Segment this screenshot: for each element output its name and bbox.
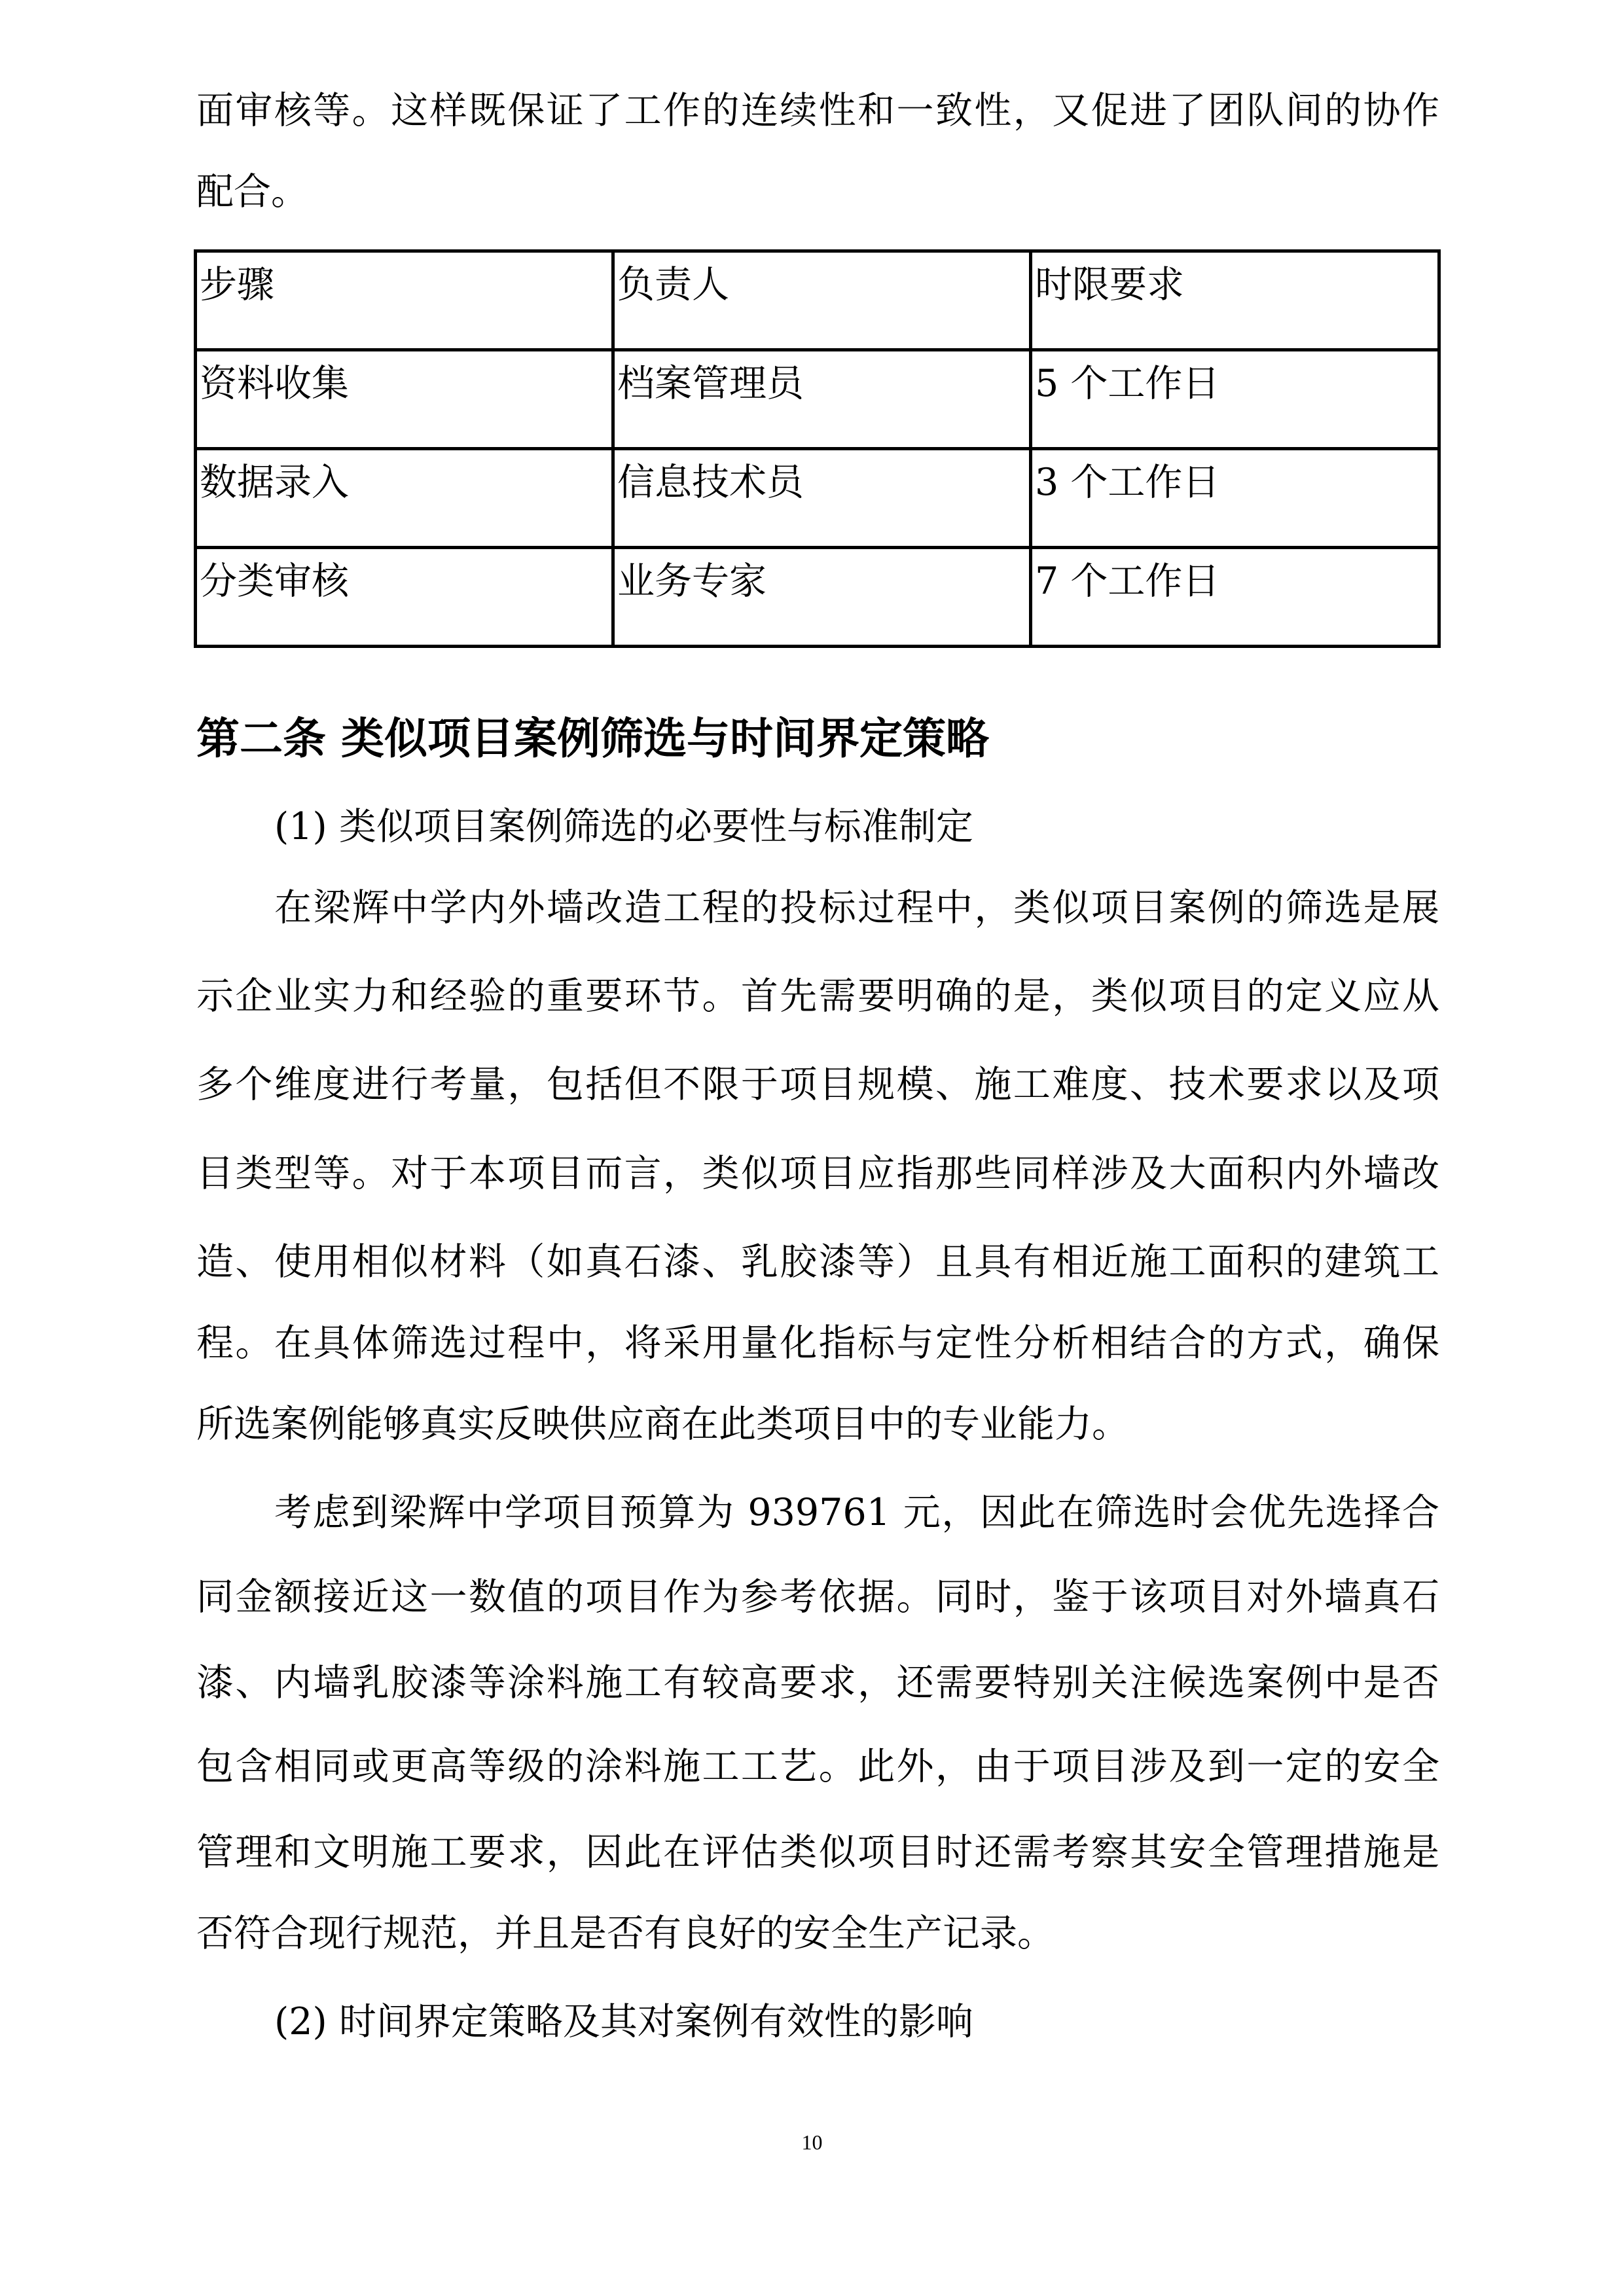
table-header-row: [196, 251, 1439, 350]
body-line: 管理和文明施工要求，因此在评估类似项目时还需考察其安全管理措施是: [196, 1831, 1439, 1874]
table-row: [196, 548, 1439, 647]
table-header-cell: 时限要求: [1031, 251, 1439, 350]
page-number: 10: [801, 2130, 823, 2154]
table-cell: 信息技术员: [613, 449, 1031, 548]
subheading: (2) 时间界定策略及其对案例有效性的影响: [274, 2000, 973, 2043]
table-row: [196, 350, 1439, 449]
table-header-cell: 负责人: [613, 251, 1031, 350]
table-cell: 分类审核: [196, 548, 613, 647]
body-line: 目类型等。对于本项目而言，类似项目应指那些同样涉及大面积内外墙改: [196, 1152, 1439, 1195]
body-line: 包含相同或更高等级的涂料施工工艺。此外，由于项目涉及到一定的安全: [196, 1745, 1439, 1788]
subheading: (1) 类似项目案例筛选的必要性与标准制定: [274, 805, 973, 848]
body-line: 否符合现行规范，并且是否有良好的安全生产记录。: [196, 1912, 1055, 1955]
section-title: 第二条 类似项目案例筛选与时间界定策略: [196, 713, 989, 764]
table-cell: 业务专家: [613, 548, 1031, 647]
body-line: 程。在具体筛选过程中，将采用量化指标与定性分析相结合的方式，确保: [196, 1321, 1439, 1365]
body-line: 面审核等。这样既保证了工作的连续性和一致性，又促进了团队间的协作: [196, 89, 1439, 132]
body-line: 多个维度进行考量，包括但不限于项目规模、施工难度、技术要求以及项: [196, 1063, 1439, 1106]
table-cell: 7 个工作日: [1031, 548, 1439, 647]
body-line: 示企业实力和经验的重要环节。首先需要明确的是，类似项目的定义应从: [196, 975, 1439, 1018]
body-line: 考虑到梁辉中学项目预算为 939761 元，因此在筛选时会优先选择合: [274, 1491, 1439, 1534]
table-cell: 资料收集: [196, 350, 613, 449]
body-line: 在梁辉中学内外墙改造工程的投标过程中，类似项目案例的筛选是展: [274, 886, 1439, 929]
table-row: [196, 449, 1439, 548]
table-header-cell: 步骤: [196, 251, 613, 350]
responsibility-table: [194, 249, 1441, 648]
table-cell: 数据录入: [196, 449, 613, 548]
table-cell: 3 个工作日: [1031, 449, 1439, 548]
body-line: 造、使用相似材料（如真石漆、乳胶漆等）且具有相近施工面积的建筑工: [196, 1240, 1439, 1283]
body-line: 漆、内墙乳胶漆等涂料施工有较高要求，还需要特别关注候选案例中是否: [196, 1661, 1439, 1704]
body-line: 配合。: [196, 170, 308, 213]
table-cell: 5 个工作日: [1031, 350, 1439, 449]
body-line: 所选案例能够真实反映供应商在此类项目中的专业能力。: [196, 1403, 1129, 1446]
body-line: 同金额接近这一数值的项目作为参考依据。同时，鉴于该项目对外墙真石: [196, 1575, 1439, 1619]
table-cell: 档案管理员: [613, 350, 1031, 449]
